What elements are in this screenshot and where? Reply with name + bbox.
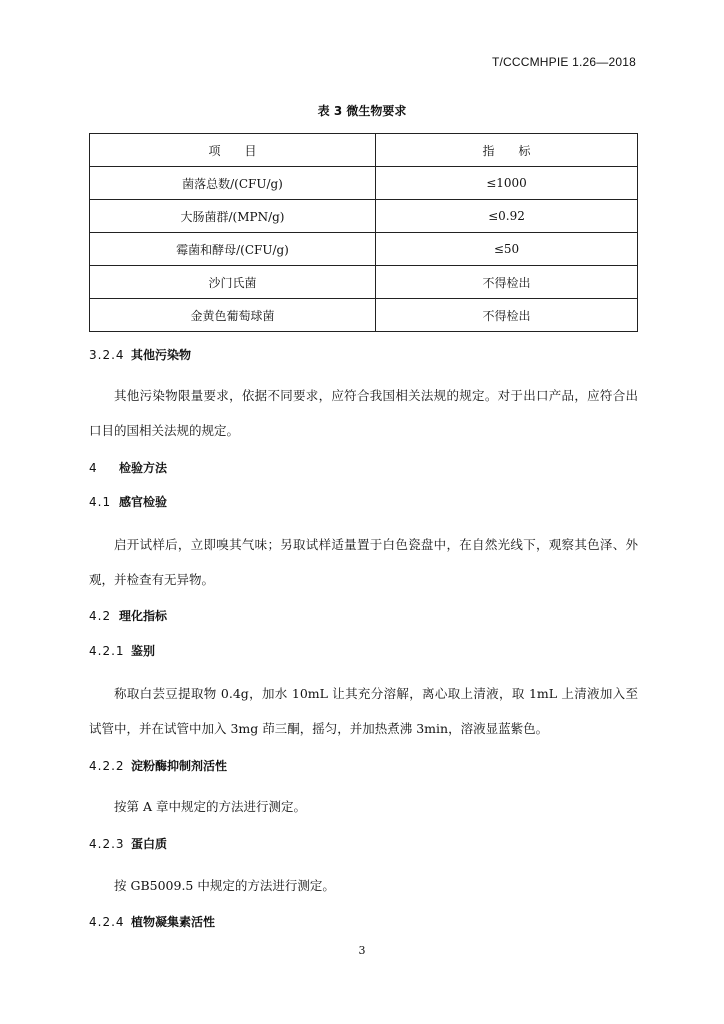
section-heading-4-2-2 bbox=[89, 757, 227, 774]
section-heading-3-2-4 bbox=[89, 346, 191, 363]
table-caption: 表 3 微生物要求 bbox=[317, 104, 407, 118]
page-number: 3 bbox=[358, 944, 366, 957]
table-row bbox=[90, 200, 638, 233]
section-number: 4.2 bbox=[89, 609, 112, 623]
section-number: 4.2.4 bbox=[89, 915, 125, 929]
table-cell-item: 霉菌和酵母/(CFU/g) bbox=[90, 233, 376, 266]
paragraph-identification: 称取白芸豆提取物 0.4g，加水 10mL 让其充分溶解，离心取上清液，取 1mL 上清液加入至试管中，并在试管中加入 3mg 茚三酮，摇匀，并加热煮沸 3min，溶液显蓝紫色。 bbox=[89, 686, 638, 736]
section-title: 理化指标 bbox=[119, 609, 168, 623]
section-number: 3.2.4 bbox=[89, 348, 125, 362]
table-cell-value: ≤1000 bbox=[376, 167, 638, 200]
table-header-item: 项 目 bbox=[90, 134, 376, 167]
section-number: 4.2.1 bbox=[89, 644, 125, 658]
table-header-row bbox=[90, 134, 638, 167]
paragraph-sensory-test: 启开试样后，立即嗅其气味；另取试样适量置于白色瓷盘中，在自然光线下，观察其色泽、外观，并检查有无异物。 bbox=[89, 537, 638, 587]
table-row bbox=[90, 299, 638, 332]
section-heading-4-2-3 bbox=[89, 835, 167, 852]
section-heading-4-1 bbox=[89, 493, 167, 510]
section-title: 鉴别 bbox=[131, 644, 156, 658]
table-cell-item: 大肠菌群/(MPN/g) bbox=[90, 200, 376, 233]
table-header-index: 指 标 bbox=[376, 134, 638, 167]
table-row bbox=[90, 167, 638, 200]
paragraph-amylase-inhibitor: 按第 A 章中规定的方法进行测定。 bbox=[114, 799, 306, 814]
table-row bbox=[90, 266, 638, 299]
document-code: T/CCCMHPIE 1.26—2018 bbox=[491, 55, 636, 69]
table-cell-item: 金黄色葡萄球菌 bbox=[90, 299, 376, 332]
section-title: 植物凝集素活性 bbox=[131, 915, 216, 929]
table-cell-value: 不得检出 bbox=[376, 266, 638, 299]
section-title: 蛋白质 bbox=[131, 837, 168, 851]
table-cell-item: 菌落总数/(CFU/g) bbox=[90, 167, 376, 200]
table-cell-value: 不得检出 bbox=[376, 299, 638, 332]
section-heading-4-2 bbox=[89, 607, 167, 624]
section-number: 4.1 bbox=[89, 495, 112, 509]
microbiology-requirements-table bbox=[89, 133, 638, 332]
section-number: 4 bbox=[89, 461, 98, 475]
section-title: 其他污染物 bbox=[131, 348, 192, 362]
section-heading-4 bbox=[89, 459, 167, 476]
paragraph-other-contaminants: 其他污染物限量要求，依据不同要求，应符合我国相关法规的规定。对于出口产品，应符合出口目的国相关法规的规定。 bbox=[89, 388, 638, 438]
paragraph-protein: 按 GB5009.5 中规定的方法进行测定。 bbox=[114, 878, 335, 893]
table-cell-value: ≤50 bbox=[376, 233, 638, 266]
section-title: 感官检验 bbox=[119, 495, 168, 509]
section-title: 淀粉酶抑制剂活性 bbox=[131, 759, 228, 773]
section-heading-4-2-4 bbox=[89, 913, 215, 930]
table-row bbox=[90, 233, 638, 266]
table-cell-item: 沙门氏菌 bbox=[90, 266, 376, 299]
section-number: 4.2.3 bbox=[89, 837, 125, 851]
table-cell-value: ≤0.92 bbox=[376, 200, 638, 233]
section-heading-4-2-1 bbox=[89, 642, 155, 659]
section-number: 4.2.2 bbox=[89, 759, 125, 773]
section-title: 检验方法 bbox=[119, 461, 168, 475]
